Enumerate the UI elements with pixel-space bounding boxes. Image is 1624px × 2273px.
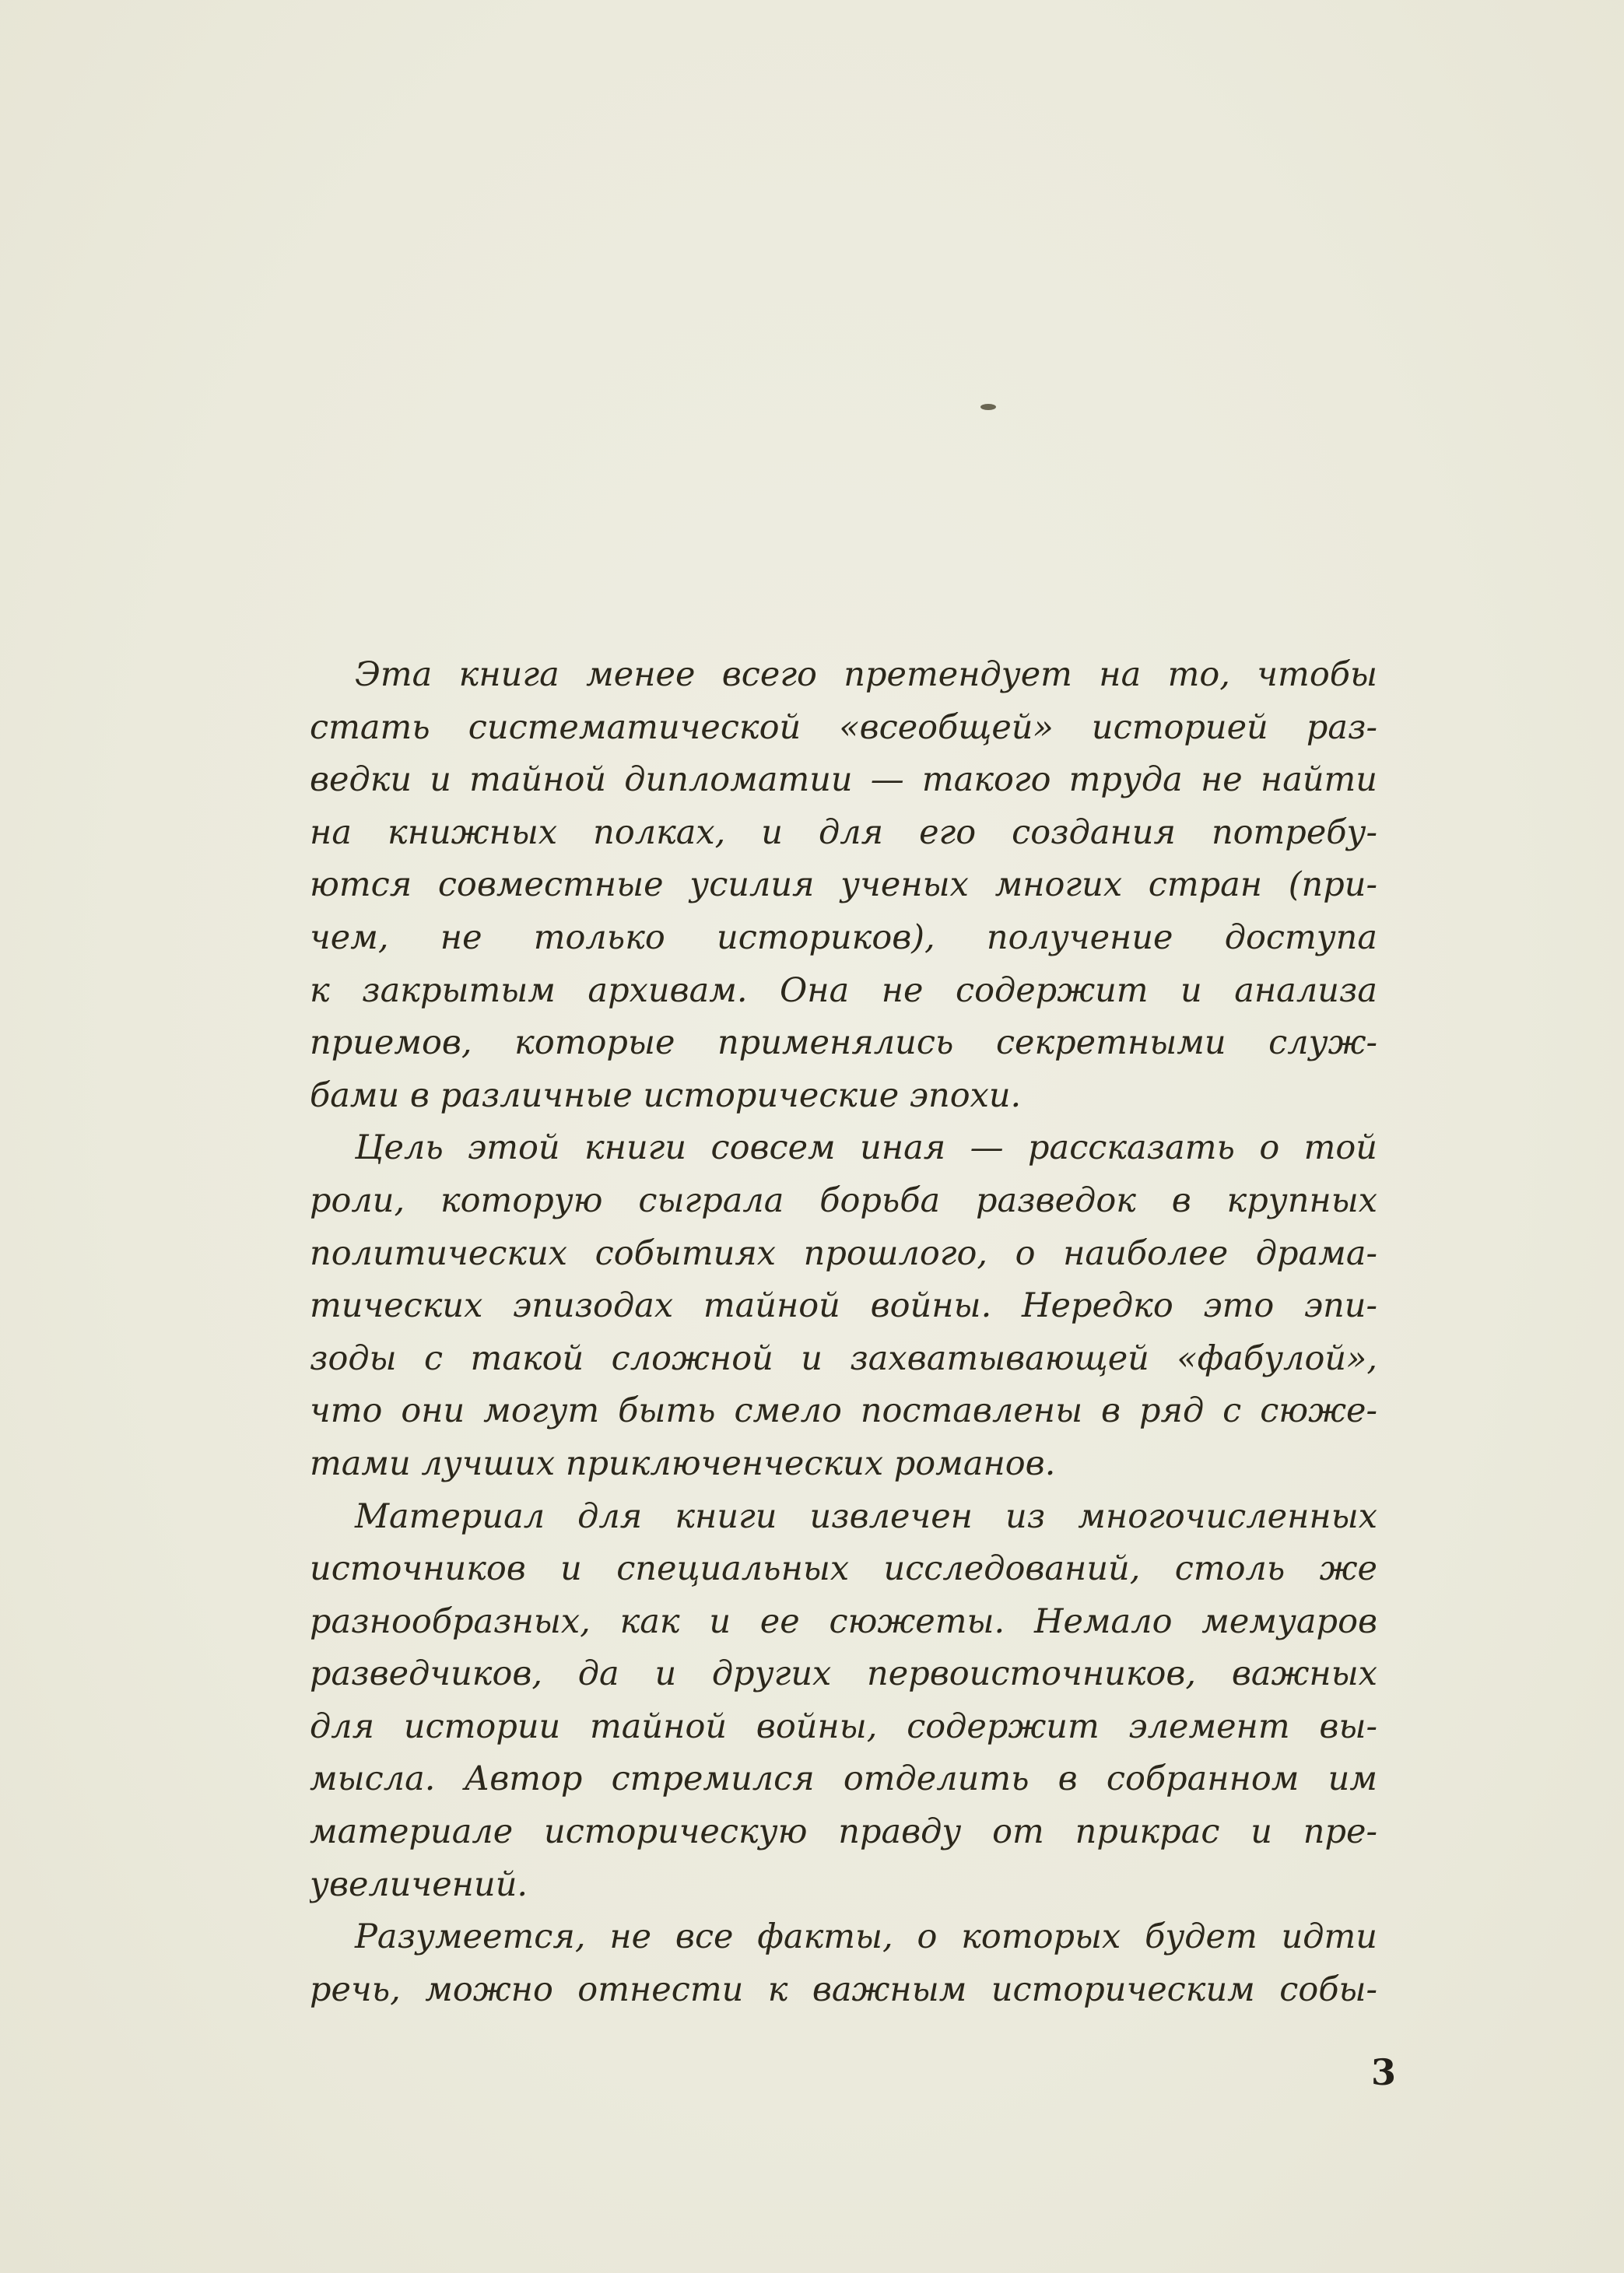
paragraph-3 [310, 1491, 1377, 1912]
text-line: разведчиков, да и других первоисточников, важных [310, 1654, 1377, 1694]
page-number: 3 [1371, 2051, 1397, 2093]
text-line: стать систематической «всеобщей» историей раз- [310, 707, 1377, 747]
body-text [310, 649, 1377, 2016]
text-line: что они могут быть смело поставлены в ряд с сюже- [310, 1391, 1377, 1431]
text-line: мысла. Автор стремился отделить в собранном им [310, 1759, 1377, 1799]
text-line: зоды с такой сложной и захватывающей «фабулой», [310, 1338, 1377, 1378]
text-line: бами в различные исторические эпохи. [310, 1075, 1022, 1115]
text-line: Материал для книги извлечен из многочисленных [355, 1496, 1377, 1536]
text-line: материале историческую правду от прикрас и пре- [310, 1812, 1377, 1852]
text-line: тических эпизодах тайной войны. Нередко это эпи- [310, 1286, 1377, 1326]
text-line: приемов, которые применялись секретными служ- [310, 1023, 1377, 1063]
paragraph-4 [310, 1911, 1377, 2016]
text-line: чем, не только историков), получение доступа [310, 917, 1377, 957]
text-line: разнообразных, как и ее сюжеты. Немало мемуаров [310, 1601, 1377, 1641]
text-line: Эта книга менее всего претендует на то, чтобы [355, 655, 1377, 694]
text-line: Цель этой книги совсем иная — рассказать о той [355, 1128, 1377, 1168]
text-line: роли, которую сыграла борьба разведок в крупных [310, 1180, 1377, 1220]
text-line: ются совместные усилия ученых многих стран (при- [310, 865, 1377, 905]
text-line: к закрытым архивам. Она не содержит и анализа [310, 970, 1377, 1010]
paper-speck [980, 404, 996, 410]
text-line: Разумеется, не все факты, о которых будет идти [355, 1917, 1377, 1957]
text-line: для истории тайной войны, содержит элемент вы- [310, 1707, 1377, 1746]
text-line: речь, можно отнести к важным историческим собы- [310, 1970, 1377, 2009]
text-line: на книжных полках, и для его создания потребу- [310, 812, 1377, 852]
text-line: ведки и тайной дипломатии — такого труда не найти [310, 760, 1377, 800]
text-line: политических событиях прошлого, о наиболее драма- [310, 1233, 1377, 1273]
text-line: увеличений. [310, 1864, 528, 1904]
paragraph-2 [310, 1122, 1377, 1490]
text-line: источников и специальных исследований, столь же [310, 1549, 1377, 1589]
text-line: тами лучших приключенческих романов. [310, 1443, 1056, 1483]
paragraph-1 [310, 649, 1377, 1122]
